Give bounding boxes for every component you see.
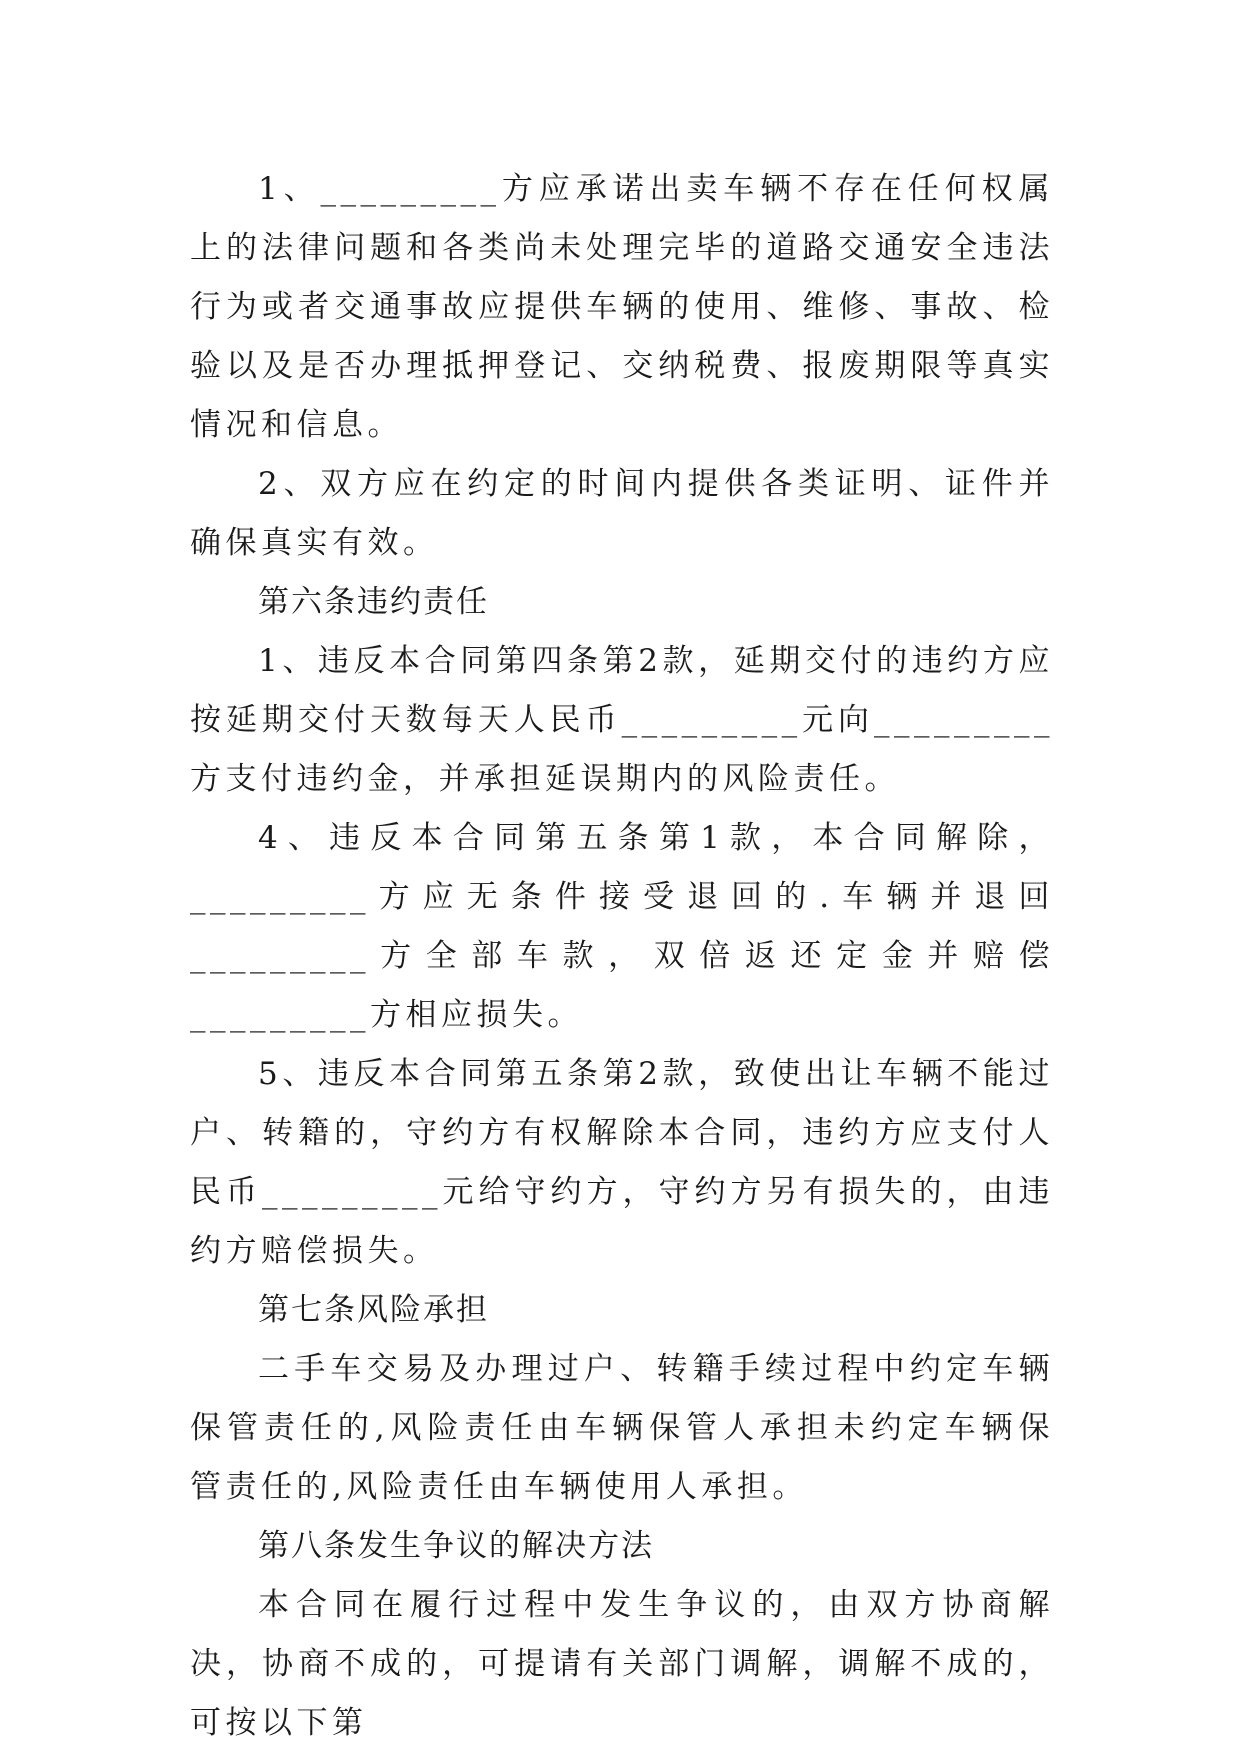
article-6-heading: 第六条违约责任	[258, 584, 489, 620]
clause-6-4: 4、违反本合同第五条第1款，本合同解除，_________方应无条件接受退回的.车辆并退回_________方全部车款，双倍返还定金并赔偿_________方相应损失。	[190, 820, 1054, 1033]
clause-6-5: 5、违反本合同第五条第2款，致使出让车辆不能过户、转籍的，守约方有权解除本合同，违约方应支付人民币_________元给守约方，守约方另有损失的，由违约方赔偿损失。	[190, 1056, 1054, 1269]
clause-5-1: 1、_________方应承诺出卖车辆不存在任何权属上的法律问题和各类尚未处理完毕的道路交通安全违法行为或者交通事故应提供车辆的使用、维修、事故、检验以及是否办理抵押登记、交纳税费、报废期限等真实情况和信息。	[190, 171, 1054, 443]
article-7-heading: 第七条风险承担	[258, 1292, 489, 1328]
article-8-body: 本合同在履行过程中发生争议的，由双方协商解决，协商不成的，可提请有关部门调解，调解不成的，可按以下第	[190, 1587, 1054, 1741]
document-page	[190, 160, 1054, 1753]
article-7-body: 二手车交易及办理过户、转籍手续过程中约定车辆保管责任的,风险责任由车辆保管人承担未约定车辆保管责任的,风险责任由车辆使用人承担。	[190, 1351, 1054, 1505]
clause-5-2: 2、双方应在约定的时间内提供各类证明、证件并确保真实有效。	[190, 466, 1054, 561]
article-8-heading: 第八条发生争议的解决方法	[258, 1528, 654, 1564]
clause-6-1: 1、违反本合同第四条第2款，延期交付的违约方应按延期交付天数每天人民币_________元向_________方支付违约金，并承担延误期内的风险责任。	[190, 643, 1054, 797]
